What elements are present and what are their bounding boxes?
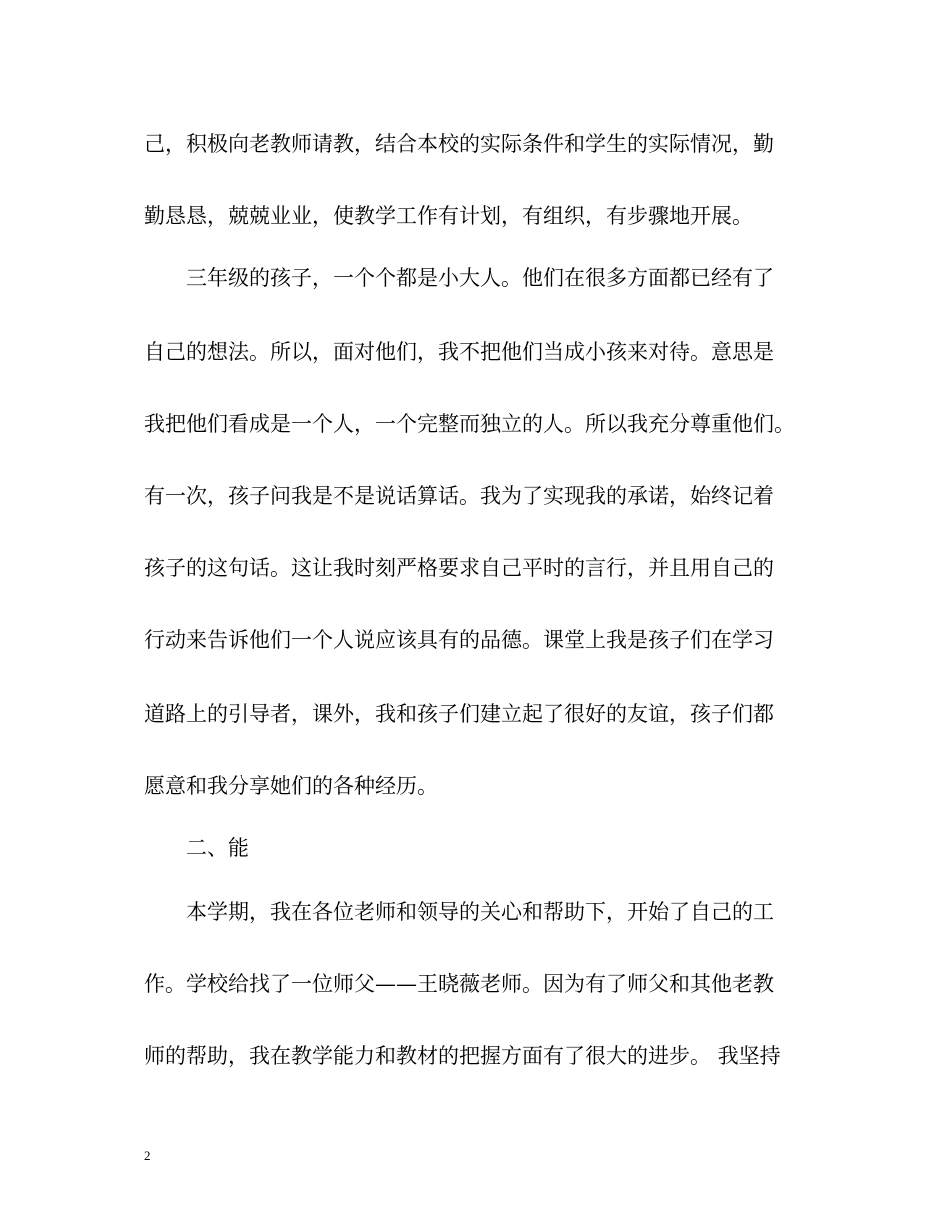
text-line-9: 道路上的引导者，课外，我和孩子们建立起了很好的友谊，孩子们都 [144,702,774,726]
text-line-8: 行动来告诉他们一个人说应该具有的品德。课堂上我是孩子们在学习 [144,628,774,652]
text-line-7: 孩子的这句话。这让我时刻严格要求自己平时的言行，并且用自己的 [144,556,774,580]
text-line-10: 愿意和我分享她们的各种经历。 [144,774,438,798]
page-number: 2 [144,1148,151,1163]
text-line-1: 己，积极向老教师请教，结合本校的实际条件和学生的实际情况，勤 [144,132,774,156]
text-line-3: 三年级的孩子，一个个都是小大人。他们在很多方面都已经有了 [186,266,774,290]
text-line-12: 本学期，我在各位老师和领导的关心和帮助下，开始了自己的工 [186,900,774,924]
text-line-5: 我把他们看成是一个人，一个完整而独立的人。所以我充分尊重他们。 [144,412,795,436]
text-line-6: 有一次，孩子问我是不是说话算话。我为了实现我的承诺，始终记着 [144,484,774,508]
text-line-4: 自己的想法。所以，面对他们，我不把他们当成小孩来对待。意思是 [144,340,774,364]
section-heading: 二、能 [186,836,249,860]
text-line-13: 作。学校给找了一位师父——王晓薇老师。因为有了师父和其他老教 [144,972,774,996]
text-line-14: 师的帮助，我在教学能力和教材的把握方面有了很大的进步。 我坚持 [144,1044,781,1068]
text-line-2: 勤恳恳，兢兢业业，使教学工作有计划，有组织，有步骤地开展。 [144,204,753,228]
